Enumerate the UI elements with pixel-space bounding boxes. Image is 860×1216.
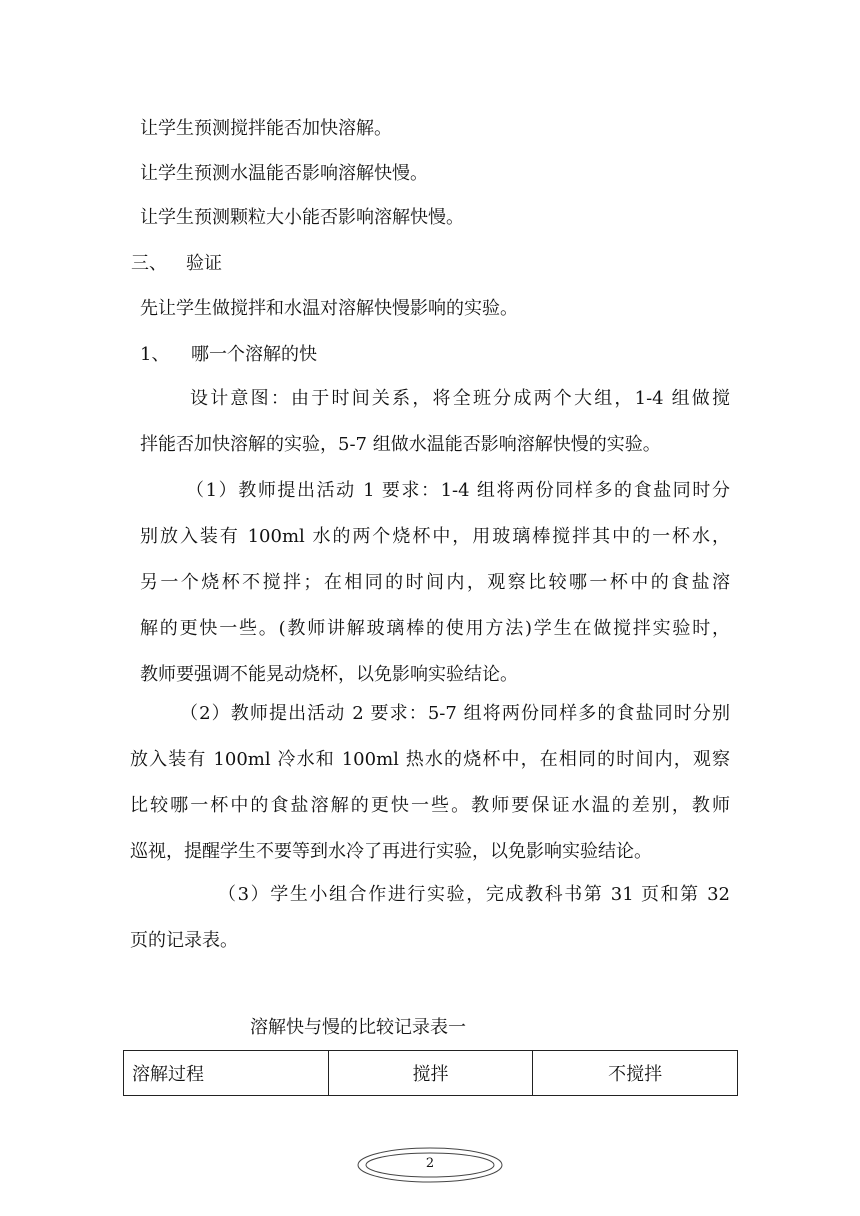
paragraph-line: （3）学生小组合作进行实验，完成教科书第 31 页和第 32 (218, 884, 730, 905)
paragraph-line: 另一个烧杯不搅拌；在相同的时间内，观察比较哪一杯中的食盐溶 (140, 572, 730, 593)
table-header-cell: 溶解过程 (124, 1051, 329, 1096)
record-table (123, 1050, 738, 1096)
table-header-cell: 不搅拌 (533, 1051, 738, 1096)
paragraph-line: 比较哪一杯中的食盐溶解的更快一些。教师要保证水温的差别，教师 (130, 795, 730, 816)
page-number-badge (356, 1146, 504, 1184)
activity-two-paragraph (130, 691, 730, 875)
paragraph-line: 教师要强调不能晃动烧杯，以免影响实验结论。 (140, 664, 518, 685)
paragraph-line: 放入装有 100ml 冷水和 100ml 热水的烧杯中，在相同的时间内，观察 (130, 749, 730, 770)
paragraph-line: 别放入装有 100ml 水的两个烧杯中，用玻璃棒搅拌其中的一杯水， (140, 526, 730, 547)
prediction-line: 让学生预测颗粒大小能否影响溶解快慢。 (140, 207, 464, 228)
table-header-cell: 搅拌 (328, 1051, 533, 1096)
subsection-title: 哪一个溶解的快 (191, 344, 317, 365)
paragraph-line: 拌能否加快溶解的实验，5-7 组做水温能否影响溶解快慢的实验。 (140, 434, 661, 455)
paragraph-line: 页的记录表。 (130, 930, 238, 951)
design-intent-paragraph (140, 376, 730, 468)
paragraph-line: 巡视，提醒学生不要等到水冷了再进行实验，以免影响实验结论。 (130, 841, 652, 862)
prediction-line: 让学生预测水温能否影响溶解快慢。 (140, 163, 428, 184)
paragraph-line: （2）教师提出活动 2 要求：5-7 组将两份同样多的食盐同时分别 (180, 703, 730, 724)
table-caption: 溶解快与慢的比较记录表一 (250, 1017, 466, 1038)
section-number: 三、 (131, 253, 167, 274)
paragraph-line: （1）教师提出活动 1 要求：1-4 组将两份同样多的食盐同时分 (186, 480, 730, 501)
table-header-row (124, 1051, 738, 1096)
prediction-line: 让学生预测搅拌能否加快溶解。 (140, 118, 392, 139)
page-number: 2 (425, 1156, 435, 1171)
paragraph-line: 设计意图：由于时间关系，将全班分成两个大组，1-4 组做搅 (190, 388, 730, 409)
paragraph-line: 解的更快一些。(教师讲解玻璃棒的使用方法)学生在做搅拌实验时， (140, 618, 730, 639)
activity-three-paragraph (130, 872, 730, 964)
intro-line: 先让学生做搅拌和水温对溶解快慢影响的实验。 (140, 298, 518, 319)
activity-one-paragraph (140, 468, 730, 698)
section-title: 验证 (186, 253, 222, 274)
subsection-number: 1、 (140, 344, 170, 365)
